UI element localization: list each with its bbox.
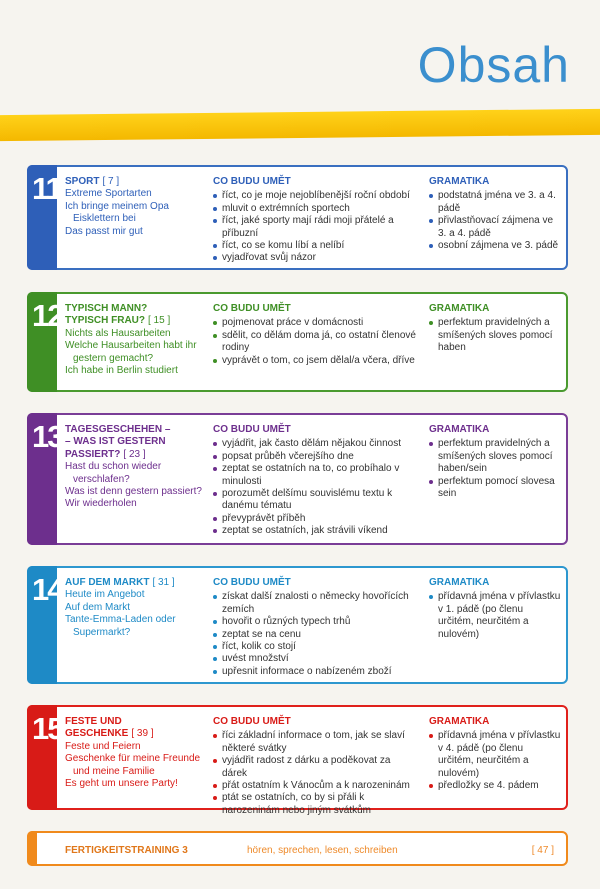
skill-item: upřesnit informace o nabízeném zboží <box>213 666 418 678</box>
skill-item: popsat průběh včerejšího dne <box>213 451 418 463</box>
unit-topic-column <box>65 577 205 639</box>
skill-item: mluvit o extrémních sportech <box>213 203 418 215</box>
yellow-banner-stripe <box>0 109 600 141</box>
skill-item: přát ostatním k Vánocům a k narozeninám <box>213 780 418 792</box>
unit-topic-column <box>65 303 205 377</box>
grammar-heading: GRAMATIKA <box>429 716 490 727</box>
unit-15-card <box>27 705 568 816</box>
skill-item: vyjadřovat svůj názor <box>213 252 418 264</box>
lesson-link[interactable]: Das passt mir gut <box>65 225 143 237</box>
lesson-link[interactable]: Wir wiederholen <box>65 498 137 510</box>
lesson-link[interactable]: Auf dem Markt <box>65 601 131 613</box>
skill-item: zeptat se ostatních, jak strávili víkend <box>213 525 418 537</box>
unit-11-card <box>27 165 568 270</box>
page-title: Obsah <box>417 37 570 93</box>
unit-number: 15 <box>32 711 63 746</box>
skills-column <box>213 716 418 817</box>
unit-topic-column <box>65 424 205 511</box>
grammar-column <box>429 577 561 641</box>
grammar-heading: GRAMATIKA <box>429 303 490 314</box>
grammar-item: přídavná jména v přívlastku v 4. pádě (po členu určitém, neurčitém a nulovém) <box>429 730 561 780</box>
skill-item: zeptat se ostatních na to, co probíhalo v minulosti <box>213 463 418 488</box>
grammar-column <box>429 176 561 252</box>
skill-item: říct, co se komu líbí a nelíbí <box>213 240 418 252</box>
lesson-link[interactable]: Ich habe in Berlin studiert <box>65 365 178 377</box>
grammar-column <box>429 303 561 355</box>
skill-item: říci základní informace o tom, jak se slaví některé svátky <box>213 730 418 755</box>
grammar-item: podstatná jména ve 3. a 4. pádě <box>429 190 561 215</box>
skills-column <box>213 577 418 678</box>
unit-page-ref: [ 15 ] <box>148 315 171 327</box>
lesson-link[interactable]: Tante-Emma-Laden oder Supermarkt? <box>65 614 176 638</box>
skills-training-bar[interactable] <box>27 831 568 866</box>
skill-item: vyjádřit, jak často dělám nějakou činnost <box>213 438 418 450</box>
skill-item: zeptat se na cenu <box>213 629 418 641</box>
unit-topic-column <box>65 176 205 238</box>
skills-training-page-ref: [ 47 ] <box>531 845 554 856</box>
grammar-column <box>429 424 561 500</box>
unit-13-card <box>27 413 568 545</box>
skill-item: ptát se ostatních, co by si přáli k narozeninám nebo jiným svátkům <box>213 792 418 817</box>
skill-item: říct, jaké sporty mají rádi moji přátelé a příbuzní <box>213 215 418 240</box>
skill-item: říct, co je moje nejoblíbenější roční období <box>213 190 418 202</box>
lesson-link[interactable]: Was ist denn gestern passiert? <box>65 486 202 498</box>
skill-item: vyjádřit radost z dárku a poděkovat za dárek <box>213 755 418 780</box>
lesson-link[interactable]: Heute im Angebot <box>65 589 145 601</box>
skill-item: sdělit, co dělám doma já, co ostatní členové rodiny <box>213 330 418 355</box>
unit-title: TAGESGESCHEHEN – – WAS IST GESTERN PASSIERT? [ 23 ] <box>65 424 171 460</box>
grammar-item: přivlastňovací zájmena ve 3. a 4. pádě <box>429 215 561 240</box>
unit-title: SPORT [ 7 ] <box>65 176 120 187</box>
skill-item: hovořit o různých typech trhů <box>213 616 418 628</box>
unit-title: FESTE UND GESCHENKE [ 39 ] <box>65 716 154 740</box>
skill-item: získat další znalosti o německy hovořících zemích <box>213 591 418 616</box>
lesson-link[interactable]: Es geht um unsere Party! <box>65 778 178 790</box>
grammar-item: perfektum pomocí slovesa sein <box>429 476 561 501</box>
grammar-column <box>429 716 561 792</box>
unit-page-ref: [ 23 ] <box>123 448 146 460</box>
grammar-heading: GRAMATIKA <box>429 424 490 435</box>
unit-number: 11 <box>32 171 61 206</box>
grammar-heading: GRAMATIKA <box>429 176 490 187</box>
unit-title: AUF DEM MARKT [ 31 ] <box>65 577 175 588</box>
unit-14-card <box>27 566 568 684</box>
skills-heading: CO BUDU UMĚT <box>213 716 291 727</box>
lesson-link[interactable]: Feste und Feiern <box>65 740 141 752</box>
grammar-item: perfektum pravidelných a smíšených sloves pomocí haben/sein <box>429 438 561 475</box>
unit-page-ref: [ 31 ] <box>152 577 175 588</box>
lesson-link[interactable]: Extreme Sportarten <box>65 188 152 200</box>
skill-item: porozumět delšímu souvislému textu k danému tématu <box>213 488 418 513</box>
skills-heading: CO BUDU UMĚT <box>213 577 291 588</box>
grammar-heading: GRAMATIKA <box>429 577 490 588</box>
unit-title: TYPISCH MANN? TYPISCH FRAU? [ 15 ] <box>65 303 171 327</box>
unit-number: 12 <box>32 298 63 333</box>
skill-item: říct, kolik co stojí <box>213 641 418 653</box>
skills-training-tab <box>27 831 37 866</box>
grammar-item: perfektum pravidelných a smíšených sloves pomocí haben <box>429 317 561 354</box>
skill-item: pojmenovat práce v domácnosti <box>213 317 418 329</box>
skill-item: převyprávět příběh <box>213 513 418 525</box>
unit-topic-column <box>65 716 205 790</box>
lesson-link[interactable]: Geschenke für meine Freunde und meine Familie <box>65 753 201 777</box>
skills-heading: CO BUDU UMĚT <box>213 176 291 187</box>
skills-heading: CO BUDU UMĚT <box>213 424 291 435</box>
lesson-link[interactable]: Ich bringe meinem Opa Eisklettern bei <box>65 200 169 225</box>
lesson-link[interactable]: Nichts als Hausarbeiten <box>65 327 171 339</box>
skill-item: uvést množství <box>213 653 418 665</box>
unit-number: 13 <box>32 419 63 454</box>
skills-training-subtitle: hören, sprechen, lesen, schreiben <box>247 845 398 856</box>
unit-number: 14 <box>32 572 63 607</box>
unit-12-card <box>27 292 568 392</box>
skills-column <box>213 303 418 367</box>
grammar-item: osobní zájmena ve 3. pádě <box>429 240 561 252</box>
skills-heading: CO BUDU UMĚT <box>213 303 291 314</box>
grammar-item: přídavná jména v přívlastku v 1. pádě (po členu určitém, neurčitém a nulovém) <box>429 591 561 641</box>
grammar-item: předložky se 4. pádem <box>429 780 561 792</box>
skills-training-label: FERTIGKEITSTRAINING 3 <box>65 845 188 856</box>
unit-page-ref: [ 39 ] <box>131 728 154 740</box>
unit-page-ref: [ 7 ] <box>102 176 120 187</box>
skills-column <box>213 424 418 538</box>
skill-item: vyprávět o tom, co jsem dělal/a včera, dříve <box>213 355 418 367</box>
skills-column <box>213 176 418 265</box>
lesson-link[interactable]: Welche Hausarbeiten habt ihr gestern gemacht? <box>65 340 197 364</box>
lesson-link[interactable]: Hast du schon wieder verschlafen? <box>65 461 162 485</box>
